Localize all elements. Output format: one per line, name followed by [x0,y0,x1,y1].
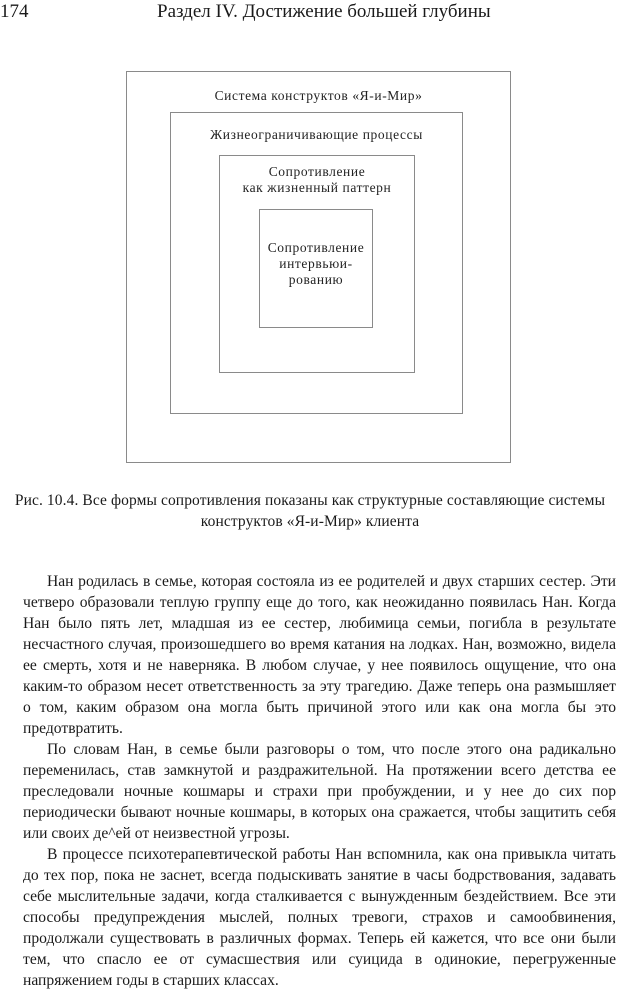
box-label: Жизнеограничивающие процессы [210,127,423,142]
box-label [260,240,372,288]
paragraph: Нан родилась в семье, которая состояла из ее родителей и двух старших сестер. Эти четверо образовали теплую группу еще до того, как неожиданно появилась Нан. Когда Нан было пять лет, младшая из ее сестер, любимица семьи, погибла в результате несчастного случая, произошедшего во время катания на лодках. Нан, возможно, видела ее смерть, хотя и не наверняка. В любом случае, у нее появилось ощущение, что она каким-то образом несет ответственность за эту трагедию. Даже теперь она размышляет о том, каким образом она могла быть причиной этого или как она могла бы это предотвратить. [23,573,616,737]
caption-line: конструктов «Я-и-Мир» клиента [200,513,420,530]
page-number: 174 [0,1,29,22]
box-resistance-interviewing [259,209,373,328]
running-title: Раздел IV. Достижение большей глубины [157,1,491,22]
body-text [23,571,616,991]
caption-line: Рис. 10.4. Все формы сопротивления показаны как структурные составляющие системы [14,492,606,509]
box-label-line: как жизненный паттерн [242,180,392,195]
box-label-line: рованию [288,272,344,287]
box-label [220,164,414,196]
box-label-line: Сопротивление [267,240,365,255]
box-label-line: интервьюи- [279,256,353,271]
paragraph: В процессе психотерапевтической работы Нан вспомнила, как она привыкла читать до тех пор, пока не заснет, всегда подыскивать занятие в часы бодрствования, задавать себе мыслительные задачи, когда сталкивается с вынужденным бездействием. Все эти способы предупреждения мыслей, полных тревоги, страхов и самообвинения, продолжали существовать в различных формах. Теперь ей кажется, что все они были тем, что спасло ее от сумасшествия или суицида в одинокие, перегруженные напряжением годы в старших классах. [23,846,616,989]
box-label-line: Сопротивление [268,164,366,179]
box-label: Система конструктов «Я-и-Мир» [214,88,423,103]
paragraph: По словам Нан, в семье были разговоры о том, что после этого она радикально переменилась, став замкнутой и раздражительной. На протяжении всего детства ее преследовали ночные кошмары и страхи при пробуждении, и у нее до сих пор периодически бывают ночные кошмары, в которых она сражается, чтобы защитить себя или своих де^ей от неизвестной угрозы. [23,741,616,842]
figure-caption [0,490,620,532]
